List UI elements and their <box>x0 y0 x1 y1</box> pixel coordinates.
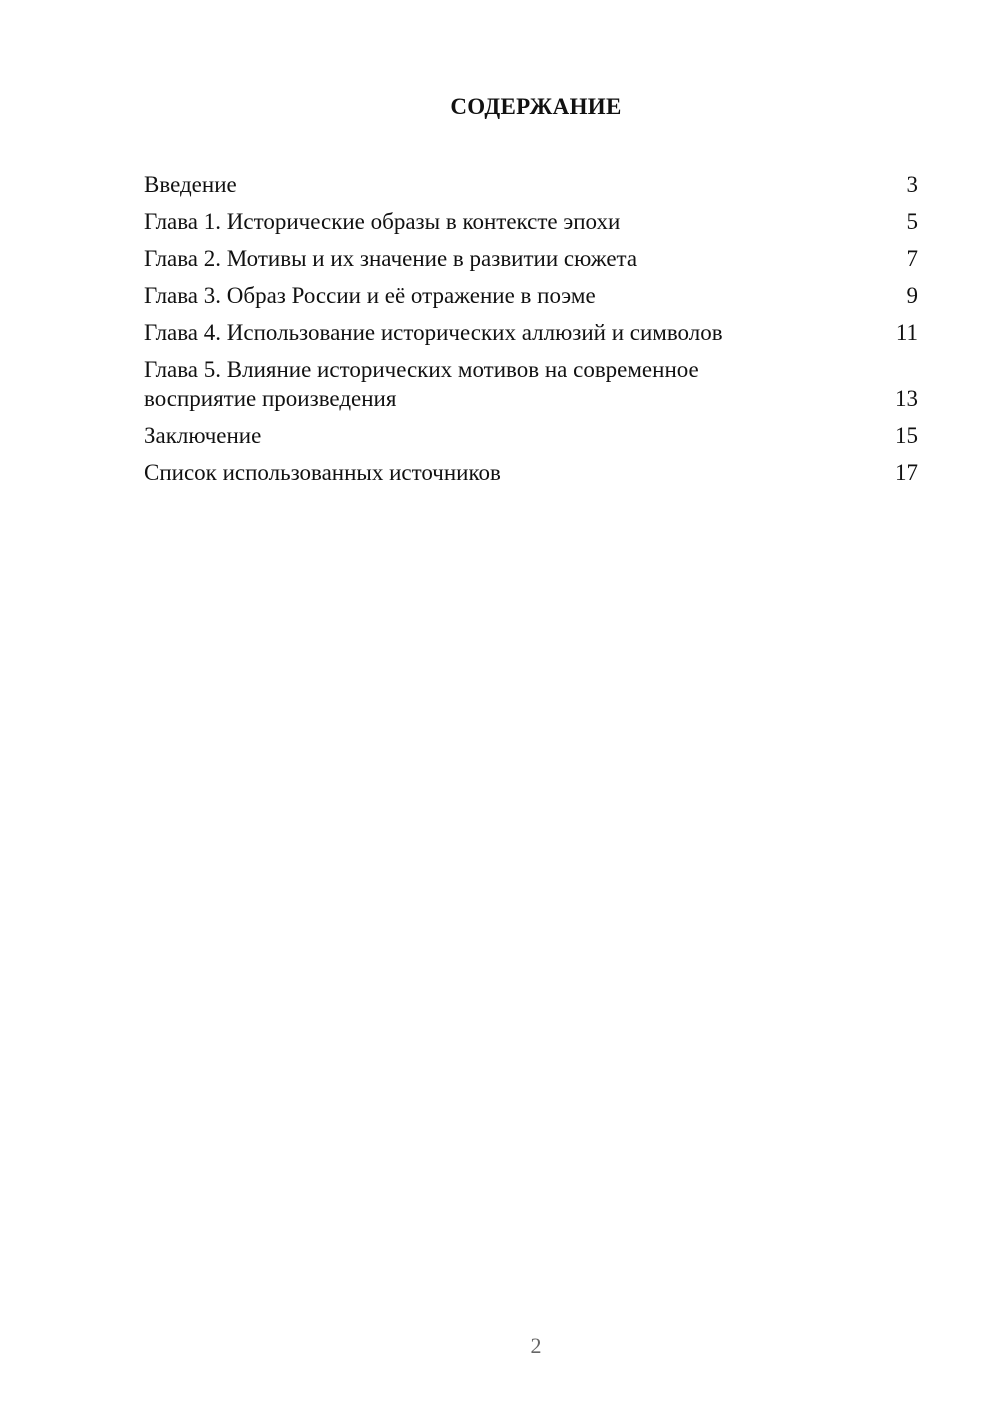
toc-entry-chapter-1 <box>144 207 918 236</box>
toc-entry-page: 3 <box>906 172 918 197</box>
toc-entry-page: 7 <box>906 246 918 271</box>
toc-entry-title: Глава 4. Использование исторических аллюзий и символов <box>144 320 723 345</box>
table-of-contents <box>144 170 918 495</box>
toc-entry-title: Введение <box>144 172 237 197</box>
toc-entry-chapter-3 <box>144 281 918 310</box>
toc-entry-chapter-4 <box>144 318 918 347</box>
toc-entry-title: Заключение <box>144 423 262 448</box>
toc-entry-title: Глава 1. Исторические образы в контексте эпохи <box>144 209 621 234</box>
toc-entry-page: 13 <box>895 386 918 411</box>
toc-heading: СОДЕРЖАНИЕ <box>450 94 622 119</box>
toc-entry-references <box>144 458 918 487</box>
toc-entry-title: Глава 2. Мотивы и их значение в развитии сюжета <box>144 246 638 271</box>
toc-entry-conclusion <box>144 421 918 450</box>
toc-entry-title: Глава 3. Образ России и её отражение в поэме <box>144 283 596 308</box>
toc-entry-page: 11 <box>895 320 918 345</box>
toc-entry-page: 15 <box>895 423 918 448</box>
toc-entry-chapter-2 <box>144 244 918 273</box>
toc-entry-page: 5 <box>906 209 918 234</box>
page-number: 2 <box>530 1333 542 1358</box>
toc-entry-introduction <box>144 170 918 199</box>
toc-entry-title: Список использованных источников <box>144 460 501 485</box>
toc-entry-title: Глава 5. Влияние исторических мотивов на современное восприятие произведения <box>144 357 699 411</box>
toc-entry-page: 17 <box>895 460 918 485</box>
toc-entry-page: 9 <box>906 283 918 308</box>
toc-entry-chapter-5 <box>144 355 918 413</box>
